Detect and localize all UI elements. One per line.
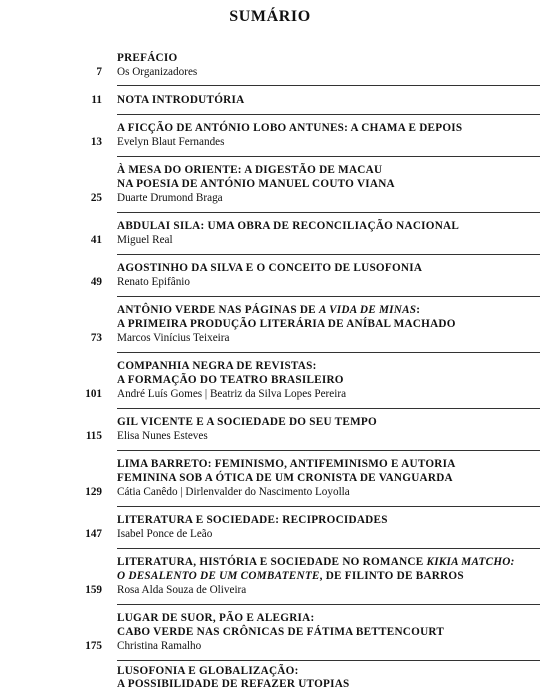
page-number: 159	[85, 584, 102, 596]
page-number: 115	[85, 430, 102, 442]
divider	[117, 408, 540, 409]
entry-title: LITERATURA E SOCIEDADE: RECIPROCIDADES	[117, 514, 388, 526]
entry-author: Isabel Ponce de Leão	[117, 528, 213, 540]
page-number: 147	[85, 528, 102, 540]
entry-title: COMPANHIA NEGRA DE REVISTAS:	[117, 360, 317, 372]
entry-title: À MESA DO ORIENTE: A DIGESTÃO DE MACAU	[117, 164, 383, 176]
entry-title: LIMA BARRETO: FEMINISMO, ANTIFEMINISMO E AUTORIA	[117, 458, 456, 470]
divider	[117, 604, 540, 605]
entry-title: A POSSIBILIDADE DE REFAZER UTOPIAS	[117, 678, 350, 690]
divider	[117, 212, 540, 213]
divider	[117, 114, 540, 115]
page-number: 101	[85, 388, 102, 400]
page-number: 129	[85, 486, 102, 498]
divider	[117, 254, 540, 255]
entry-title: NA POESIA DE ANTÓNIO MANUEL COUTO VIANA	[117, 178, 395, 190]
entry-title: PREFÁCIO	[117, 52, 178, 64]
page-number: 41	[90, 234, 102, 246]
entry-title: AGOSTINHO DA SILVA E O CONCEITO DE LUSOFONIA	[117, 262, 423, 274]
entry-author: Rosa Alda Souza de Oliveira	[117, 584, 247, 596]
page-number: 175	[85, 640, 102, 652]
entry-title-italic: A VIDA DE MINAS	[318, 304, 417, 316]
entry-title-part: LITERATURA, HISTÓRIA E SOCIEDADE NO ROMANCE	[117, 556, 427, 568]
divider	[117, 85, 540, 86]
divider	[117, 548, 540, 549]
entry-author: Renato Epifânio	[117, 276, 191, 288]
page-number: 25	[90, 192, 102, 204]
entry-author: André Luís Gomes | Beatriz da Silva Lopes Pereira	[117, 388, 347, 400]
entry-author: Elisa Nunes Esteves	[117, 430, 208, 442]
page-number: 49	[90, 276, 102, 288]
entry-title: NOTA INTRODUTÓRIA	[117, 94, 245, 106]
divider	[117, 296, 540, 297]
entry-title: LUSOFONIA E GLOBALIZAÇÃO:	[117, 665, 299, 677]
entry-author: Duarte Drumond Braga	[117, 192, 223, 204]
entry-title	[117, 303, 537, 317]
entry-author: Christina Ramalho	[117, 640, 202, 652]
entry-title: GIL VICENTE E A SOCIEDADE DO SEU TEMPO	[117, 416, 377, 428]
entry-author: Os Organizadores	[117, 66, 198, 78]
divider	[117, 660, 540, 661]
entry-title: CABO VERDE NAS CRÔNICAS DE FÁTIMA BETTENCOURT	[117, 626, 445, 638]
entry-author: Evelyn Blaut Fernandes	[117, 136, 225, 148]
page-number: 7	[96, 66, 102, 78]
entry-title-part: ANTÔNIO VERDE NAS PÁGINAS DE	[117, 304, 319, 316]
page-number: 13	[90, 136, 102, 148]
entry-author: Miguel Real	[117, 234, 173, 246]
entry-title: LUGAR DE SUOR, PÃO E ALEGRIA:	[117, 612, 315, 624]
entry-title: A FORMAÇÃO DO TEATRO BRASILEIRO	[117, 374, 344, 386]
entry-title: A FICÇÃO DE ANTÓNIO LOBO ANTUNES: A CHAMA E DEPOIS	[117, 122, 463, 134]
entry-title-italic: O DESALENTO DE UM COMBATENTE	[117, 570, 320, 582]
entry-title-italic: KIKIA MATCHO:	[426, 556, 515, 568]
entry-title-part: :	[416, 304, 421, 316]
divider	[117, 352, 540, 353]
entry-title	[117, 569, 537, 583]
divider	[117, 156, 540, 157]
divider	[117, 450, 540, 451]
entry-author: Cátia Canêdo | Dirlenvalder do Nascimento Loyolla	[117, 486, 350, 498]
entry-title: ABDULAI SILA: UMA OBRA DE RECONCILIAÇÃO NACIONAL	[117, 220, 460, 232]
entry-title: A PRIMEIRA PRODUÇÃO LITERÁRIA DE ANÍBAL MACHADO	[117, 318, 456, 330]
entry-author: Marcos Vinícius Teixeira	[117, 332, 230, 344]
page-number: 73	[90, 332, 102, 344]
entry-title: FEMININA SOB A ÓTICA DE UM CRONISTA DE VANGUARDA	[117, 472, 453, 484]
entry-title	[117, 555, 537, 569]
divider	[117, 506, 540, 507]
page-number: 11	[91, 94, 102, 106]
entry-title-part: , DE FILINTO DE BARROS	[319, 570, 464, 582]
page-title: SUMÁRIO	[229, 8, 311, 25]
